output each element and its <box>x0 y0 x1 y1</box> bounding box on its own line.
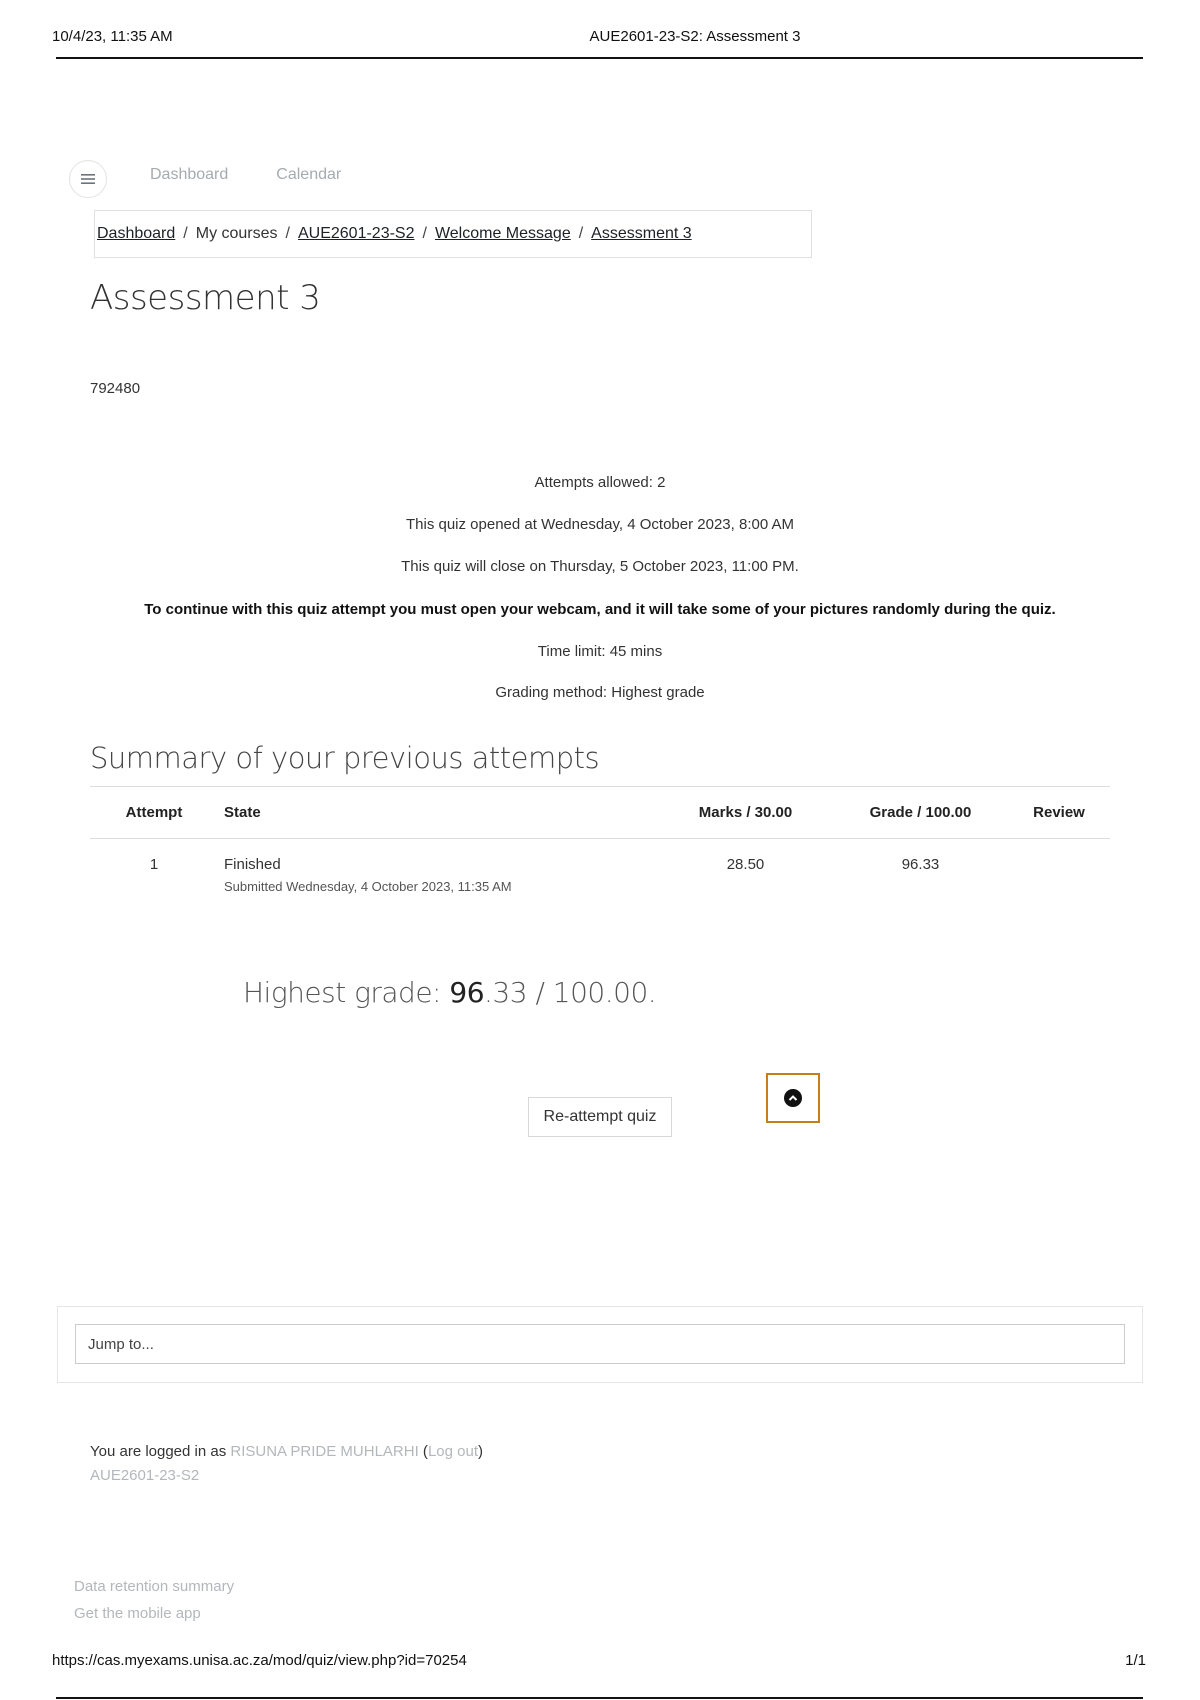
breadcrumb-separator: / <box>578 225 584 242</box>
breadcrumb-separator: / <box>422 225 427 242</box>
breadcrumb-assessment[interactable]: Assessment 3 <box>591 225 692 242</box>
table-row <box>90 839 1110 909</box>
footer-course-link[interactable]: AUE2601-23-S2 <box>90 1467 200 1484</box>
drawer-toggle-button[interactable] <box>69 160 107 198</box>
hamburger-icon <box>80 172 96 186</box>
primary-navigation <box>150 166 341 184</box>
summary-heading: Summary of your previous attempts <box>90 741 600 775</box>
column-header-state: State <box>218 787 658 839</box>
quiz-opened-text: This quiz opened at Wednesday, 4 October 2023, 8:00 AM <box>405 516 795 533</box>
page-title: Assessment 3 <box>90 278 321 318</box>
attempts-allowed-text: Attempts allowed: 2 <box>534 474 666 491</box>
print-page-number: 1/1 <box>1125 1652 1146 1669</box>
highest-grade-integer: 96 <box>449 976 485 1009</box>
nav-calendar-link[interactable]: Calendar <box>276 166 342 183</box>
column-header-marks: Marks / 30.00 <box>658 787 833 839</box>
attempt-review <box>1008 839 1110 909</box>
logout-link[interactable]: Log out <box>427 1443 478 1460</box>
attempt-number: 1 <box>149 856 159 873</box>
login-info <box>90 1443 483 1460</box>
attempt-state: Finished <box>224 856 281 873</box>
reattempt-quiz-button[interactable]: Re-attempt quiz <box>528 1097 672 1137</box>
quiz-closes-text: This quiz will close on Thursday, 5 October 2023, 11:00 PM. <box>401 558 799 575</box>
attempt-state-cell <box>218 839 658 909</box>
login-info-prefix: You are logged in as <box>90 1443 231 1460</box>
print-footer-rule <box>56 1697 1143 1699</box>
logout-close-paren: ) <box>477 1443 483 1460</box>
attempt-marks: 28.50 <box>726 856 765 873</box>
breadcrumb-welcome-message[interactable]: Welcome Message <box>434 225 571 242</box>
table-header-row <box>90 787 1110 839</box>
attempts-table <box>90 786 1110 909</box>
breadcrumb-dashboard[interactable]: Dashboard <box>97 225 176 242</box>
print-title: AUE2601-23-S2: Assessment 3 <box>589 28 801 45</box>
column-header-attempt: Attempt <box>90 787 218 839</box>
webcam-notice: To continue with this quiz attempt you must open your webcam, and it will take some of your pictures randomly during the quiz. <box>144 601 1056 618</box>
attempt-submitted-time: Submitted Wednesday, 4 October 2023, 11:35 AM <box>224 879 512 894</box>
nav-dashboard-link[interactable]: Dashboard <box>150 166 229 183</box>
breadcrumb-my-courses: My courses <box>195 225 278 242</box>
column-header-grade: Grade / 100.00 <box>833 787 1008 839</box>
logout-open-paren: ( <box>418 1443 428 1460</box>
quiz-code: 792480 <box>90 380 141 397</box>
activity-navigation-panel <box>57 1306 1143 1383</box>
column-header-review: Review <box>1008 787 1110 839</box>
grading-method-text: Grading method: Highest grade <box>495 684 705 701</box>
mobile-app-link[interactable]: Get the mobile app <box>74 1605 201 1622</box>
print-datetime: 10/4/23, 11:35 AM <box>52 28 173 45</box>
arrow-up-circle-icon <box>784 1089 802 1107</box>
breadcrumb-separator: / <box>183 225 188 242</box>
highest-grade <box>243 976 656 1009</box>
print-url: https://cas.myexams.unisa.ac.za/mod/quiz/view.php?id=70254 <box>52 1652 467 1669</box>
breadcrumb <box>94 210 812 258</box>
back-to-top-button[interactable] <box>766 1073 820 1123</box>
print-header-rule <box>56 57 1143 59</box>
breadcrumb-separator: / <box>285 225 290 242</box>
user-profile-link[interactable]: RISUNA PRIDE MUHLARHI <box>230 1443 419 1460</box>
jump-to-select[interactable] <box>75 1324 1125 1364</box>
highest-grade-remainder: .33 / 100.00. <box>484 976 657 1009</box>
attempt-grade: 96.33 <box>901 856 940 873</box>
time-limit-text: Time limit: 45 mins <box>537 643 663 660</box>
data-retention-link[interactable]: Data retention summary <box>74 1578 235 1595</box>
breadcrumb-course[interactable]: AUE2601-23-S2 <box>297 225 415 242</box>
highest-grade-label: Highest grade: <box>243 976 450 1009</box>
